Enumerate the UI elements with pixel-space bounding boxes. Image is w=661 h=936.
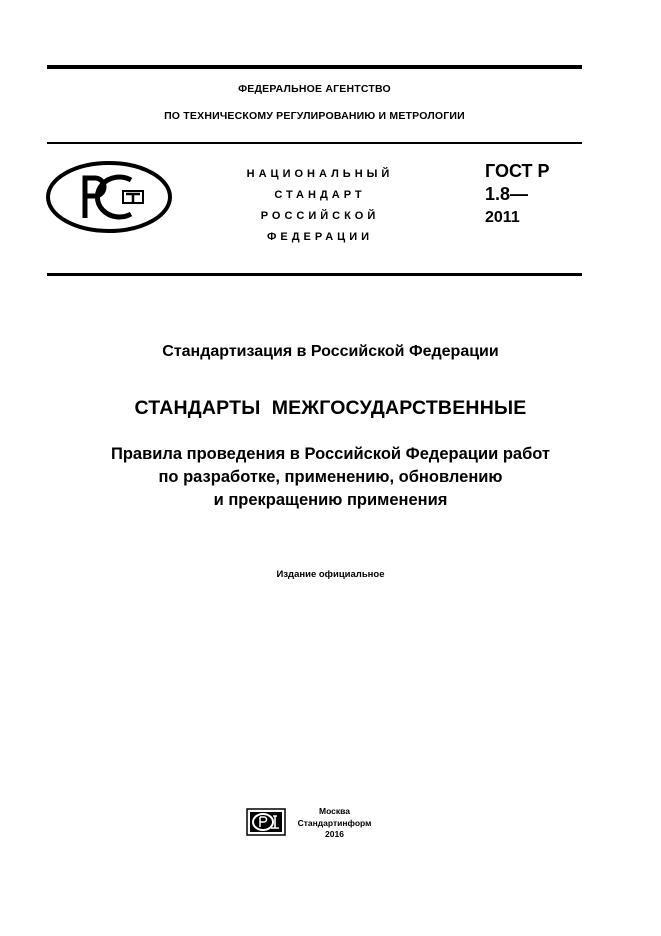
publisher-name: Стандартинформ <box>297 817 372 828</box>
publisher-city: Москва <box>319 806 350 816</box>
standard-designation <box>485 160 550 229</box>
edition-label: Издание официальное <box>276 569 385 580</box>
designation-year: 2011 <box>485 209 520 226</box>
subtitle-line-2: по разработке, применению, обновлению <box>158 468 503 486</box>
top-rule <box>47 65 582 69</box>
standard-type-line-3: РОССИЙСКОЙ <box>260 210 380 222</box>
standard-type-block <box>220 164 420 248</box>
standard-type-line-1: НАЦИОНАЛЬНЫЙ <box>246 168 394 180</box>
middle-rule <box>47 142 582 144</box>
subtitle-line-1: Правила проведения в Российской Федерации работ <box>110 445 551 463</box>
bottom-rule <box>47 273 582 276</box>
subtitle <box>20 443 641 512</box>
agency-line-1: ФЕДЕРАЛЬНОЕ АГЕНТСТВО <box>238 83 391 95</box>
agency-line-2: ПО ТЕХНИЧЕСКОМУ РЕГУЛИРОВАНИЮ И МЕТРОЛОГИИ <box>164 110 465 122</box>
publisher-block <box>297 806 372 841</box>
main-title: СТАНДАРТЫ МЕЖГОСУДАРСТВЕННЫЕ <box>134 397 527 419</box>
designation-line-1: ГОСТ Р <box>485 161 550 181</box>
standard-type-line-4: ФЕДЕРАЦИИ <box>266 231 374 243</box>
subtitle-line-3: и прекращению применения <box>213 491 448 509</box>
standartinform-logo-icon <box>246 808 286 836</box>
series-title: Стандартизация в Российской Федерации <box>162 343 499 360</box>
designation-line-2: 1.8— <box>485 184 529 204</box>
gost-r-certification-mark-icon <box>45 160 173 234</box>
publisher-year: 2016 <box>325 829 344 839</box>
standard-type-line-2: СТАНДАРТ <box>274 189 366 201</box>
